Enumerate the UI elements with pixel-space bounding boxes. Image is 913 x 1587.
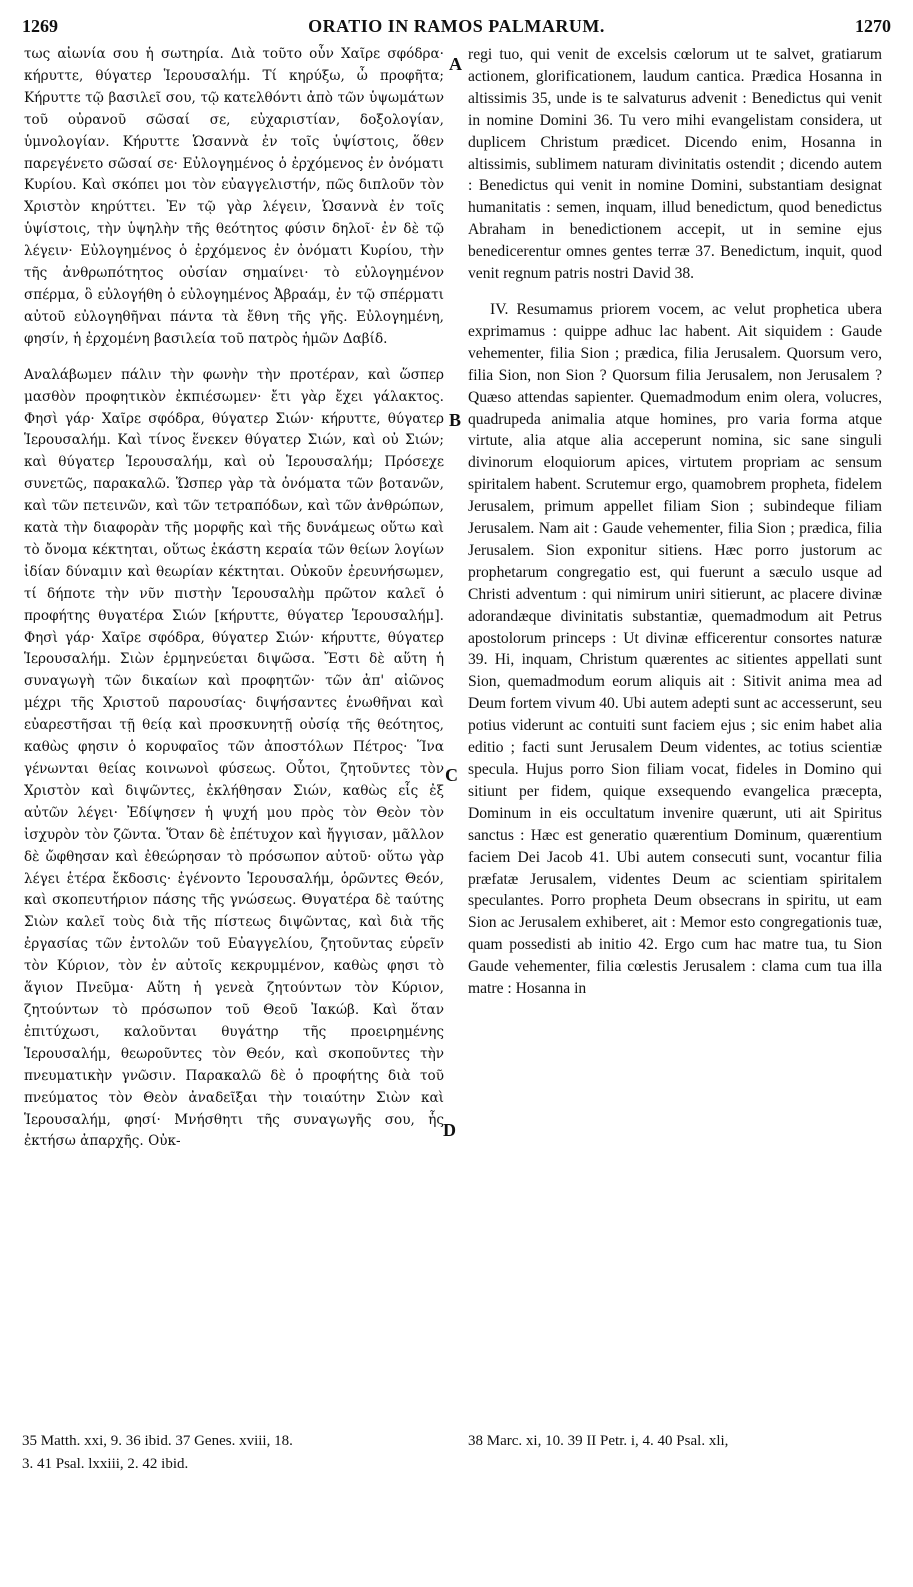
footnote-line: 38 Marc. xi, 10. 39 II Petr. i, 4. 40 Psal. xli,: [468, 1433, 729, 1449]
greek-paragraph-1: τως αἰωνία σου ἡ σωτηρία. Διὰ τοῦτο οὖν Χαῖρε σφόδρα· κήρυττε, θύγατερ Ἱερουσαλήμ. Τί κηρύξω, ὦ προφῆτα; Κήρυττε τῷ βασιλεῖ σου, τῷ κατελθόντι ἀπὸ τῶν ὑψωμάτων τοῦ οὐρανοῦ σῶσαί σε, εὐχαριστίαν, δοξολογίαν, ὑμνολογίαν. Κήρυττε Ὡσαννὰ ἐν τοῖς ὑψίστοις, ὅθεν παρεγένετο σῶσαί σε· Εὐλογημένος ὁ ἐρχόμενος ἐν ὀνόματι Κυρίου. Καὶ σκόπει μοι τὸν εὐαγγελιστήν, πῶς διπλοῦν τὸν Χριστὸν κηρύττει. Ἐν τῷ γὰρ λέγειν, Ὡσαννὰ ἐν τοῖς ὑψίστοις, τὴν ὑψηλὴν τῆς θεότητος φύσιν δηλοῖ· ἐν δὲ τῷ λέγειν· Εὐλογημένος ὁ ἐρχόμενος ἐν ὀνόματι Κυρίου, τὴν τῆς ἀνθρωπότητος οὐσίαν σημαίνει· τὸ εὐλογημένον σπέρμα, ὃ εὐλογήθη ὁ εὐλογημένος Ἀβραάμ, ἐν τῷ σπέρματι αὐτοῦ εὐλογηθῆναι πάντα τὰ ἔθνη τῆς γῆς. Εὐλογημένη, φησίν, ἡ ἐρχομένη βασιλεία τοῦ πατρὸς ἡμῶν Δαβίδ.: [24, 46, 444, 347]
latin-paragraph-1: regi tuo, qui venit de excelsis cœlorum ut te salvet, gratiarum actionem, glorificationem, laudum cantica. Prædica Hosanna in altissimis 35, unde is te salvaturus advenit : Benedictus qui venit in nomine Domini 36. Tu vero mihi evangelistam considera, ut duplicem Christum prædicet. Dicendo enim, Hosanna in altissimis, sublimem naturam divinitatis ostendit ; dicendo autem : Benedictus qui venit in nomine Domini, substantiam designat humanitatis : semen, inquam, illud benedictum, quod benedictus Abraham in benedictionem accepit, ut in semine ejus benedicerentur omnes gentes terræ 37. Benedictum, inquit, quod venit regnum patris nostri David 38.: [468, 46, 882, 283]
footnote-line: 3. 41 Psal. lxxiii, 2. 42 ibid.: [22, 1456, 189, 1472]
section-marker-c: C: [445, 765, 458, 785]
section-marker-b: B: [449, 410, 462, 430]
page-header: [22, 10, 891, 44]
page-title: ORATIO IN RAMOS PALMARUM.: [308, 16, 605, 36]
latin-paragraph-2: IV. Resumamus priorem vocem, ac velut propheticа ubera exprimamus : quippe adhuc lac habent. Ait siquidem : Gaude vehementer, filia Sion ; prædica, filia Jerusalem. Quorsum vero, filia Sion, non Sion ? Quorsum filia Jerusalem, non Jerusalem ? Quæso attendas sapienter. Quemadmodum enim olera, volucres, quadrupeda animalia atque homines, pro varia forma atque virtute, alia atque alia acceperunt nomina, sic sane singuli divinorum eloquiorum apices, virtutem propriam ac sensum spiritalem habent. Scrutemur ergo, quamobrem propheta, fidelem Jerusalem, primum appellet filiam Sion ; subindeque filiam Jerusalem. Nam ait : Gaude vehementer, filia Sion ; prædica, filia Jerusalem. Sion exponitur sitiens. Hæc porro justorum ac prophetarum congregatio est, qui fuerunt a sæculo usque ad Christi adventum : qui nimirum uniri sitierunt, ac placere divinæ adorandæque divinitatis substantiæ, quemadmodum ait Petrus apostolorum princeps : Ut divinæ efficerentur consortes naturæ 39. Hi, inquam, Christum quærentes ac sitientes appellati sunt Sion, quemadmodum eorum aliquis ait : Sitivit anima mea ad Deum fortem vivum 40. Ubi autem adepti sunt ac accesserunt, seu potius viderunt ac contuiti sunt faciem ejus ; sic enim habet alia editio ; facti sunt Jerusalem Deum videntes, ac totius scientiæ specula. Hujus porro Sion filiam vocat, fideles in Domino qui sitiunt per fidem, quique exsequendo evangelica præcepta, Dominum in eis occultatum invenire quærunt, uti ait Spiritus sanctus : Hæc est generatio quærentium Dominum, quærentium faciem Dei Jacob 41. Ubi autem consecuti sunt, vocantur filia præfatæ Jerusalem, videntes Deum ac scientiam spiritalem speculantes. Porro propheta Deum obsecrans in spiritu, ut eam Sion ac Jerusalem exhiberet, ait : Memor esto congregationis tuæ, quam possedisti ab initio 42. Ergo cum hac matre tua, tu Sion Gaude vehementer, filia cœlestis Jerusalem : clama cum tua illa matre : Hosanna in: [468, 300, 882, 998]
section-marker-d: D: [443, 1120, 456, 1140]
page-number-right: 1270: [855, 16, 891, 36]
footnotes-right: [468, 1430, 888, 1453]
page-number-left: 1269: [22, 16, 58, 36]
greek-column: [24, 44, 444, 1153]
footnote-line: 35 Matth. xxi, 9. 36 ibid. 37 Genes. xviii, 18.: [22, 1433, 293, 1449]
greek-paragraph-2: Αναλάβωμεν πάλιν τὴν φωνὴν τὴν προτέραν, καὶ ὥσπερ μασθὸν προφητικὸν ἐκπιέσωμεν· ἔτι γὰρ ἔχει γάλακτος. Φησὶ γάρ· Χαῖρε σφόδρα, θύγατερ Σιών· κήρυττε, θύγατερ Ἱερουσαλήμ. Καὶ τίνος ἕνεκεν θύγατερ Σιών, καὶ οὐ Σιών; καὶ θύγατερ Ἱερουσαλήμ, καὶ οὐ Ἱερουσαλήμ; Πρόσεχε συνετῶς, παρακαλῶ. Ὥσπερ γὰρ τὰ ὀνόματα τῶν βοτανῶν, καὶ τῶν πετεινῶν, καὶ τῶν τετραπόδων, καὶ τῶν ἀνθρώπων, κατὰ τὴν διαφορὰν τῆς μορφῆς καὶ τῆς δυνάμεως οὕτω καὶ τὸ ὄνομα κέκτηται, οὕτως ἑκάστη κεραία τῶν θείων λογίων ἰδίαν δύναμιν καὶ θεωρίαν κέκτηται. Οὐκοῦν ἐρευνήσωμεν, τί δήποτε τὴν νῦν πιστὴν Ἱερουσαλὴμ πρῶτον καλεῖ ὁ προφήτης θυγατέρα Σιών [κήρυττε, θύγατερ Ἱερουσαλήμ]. Φησὶ γάρ· Χαῖρε σφόδρα, θύγατερ Σιών· κήρυττε, θύγατερ Ἱερουσαλήμ. Σιὼν ἑρμηνεύεται διψῶσα. Ἔστι δὲ αὕτη ἡ συναγωγὴ τῶν δικαίων καὶ προφητῶν· τῶν ἀπ' αἰῶνος μέχρι τῆς Χριστοῦ παρουσίας· διψήσαντες ἑνωθῆναι καὶ εὐαρεστῆσαι τῇ θείᾳ καὶ προσκυνητῇ οὐσίᾳ τῆς θεότητος, καθὼς φησιν ὁ κορυφαῖος τῶν ἀποστόλων Πέτρος· Ἵνα γένωνται θείας κοινωνοὶ φύσεως. Οὗτοι, ζητοῦντες τὸν Χριστὸν καὶ διψῶντες, ἐκλήθησαν Σιών, καθὼς εἷς ἐξ αὐτῶν λέγει· Ἐδίψησεν ἡ ψυχή μου πρὸς τὸν Θεὸν τὸν ἰσχυρὸν τὸν ζῶντα. Ὅταν δὲ ἐπέτυχον καὶ ἤγγισαν, μᾶλλον δὲ ὤφθησαν καὶ ἐθεώρησαν τὸ πρόσωπον αὐτοῦ· οὕτω γὰρ λέγει ἑτέρα ἔκδοσις· ἐγένοντο Ἱερουσαλήμ, ὁρῶντες Θεόν, καὶ σκοπευτήριον πάσης τῆς γνώσεως. Θυγατέρα δὲ ταύτης Σιὼν καλεῖ τοὺς διὰ τῆς πίστεως διψῶντας, καὶ διὰ τῆς ἐργασίας τῶν ἐντολῶν τοῦ Εὐαγγελίου, ζητοῦντας εὑρεῖν τὸν Κύριον, τὸν ἐν αὐτοῖς κεκρυμμένον, καθὼς φησι τὸ ἅγιον Πνεῦμα· Αὕτη ἡ γενεὰ ζητούντων τὸν Κύριον, ζητούντων τὸ πρόσωπον τοῦ Θεοῦ Ἰακώβ. Καὶ ὅταν ἐπιτύχωσι, καλοῦνται θυγάτηρ τῆς προειρημένης Ἱερουσαλήμ, θεωροῦντες τὸν Θεόν, καὶ σκοποῦντες τὴν πνευματικὴν γνῶσιν. Παρακαλῶ δὲ ὁ προφήτης διὰ τοῦ πνεύματος τὸν Θεὸν ἀναδεῖξαι τὴν τοιαύτην Σιὼν καὶ Ἱερουσαλήμ, φησί· Μνήσθητι τῆς συναγωγῆς σου, ἧς ἐκτήσω ἀπαρχῆς. Οὐκ-: [24, 366, 444, 1150]
section-marker-a: A: [449, 54, 462, 74]
latin-column: [468, 44, 882, 1000]
footnotes-left: [22, 1430, 452, 1476]
